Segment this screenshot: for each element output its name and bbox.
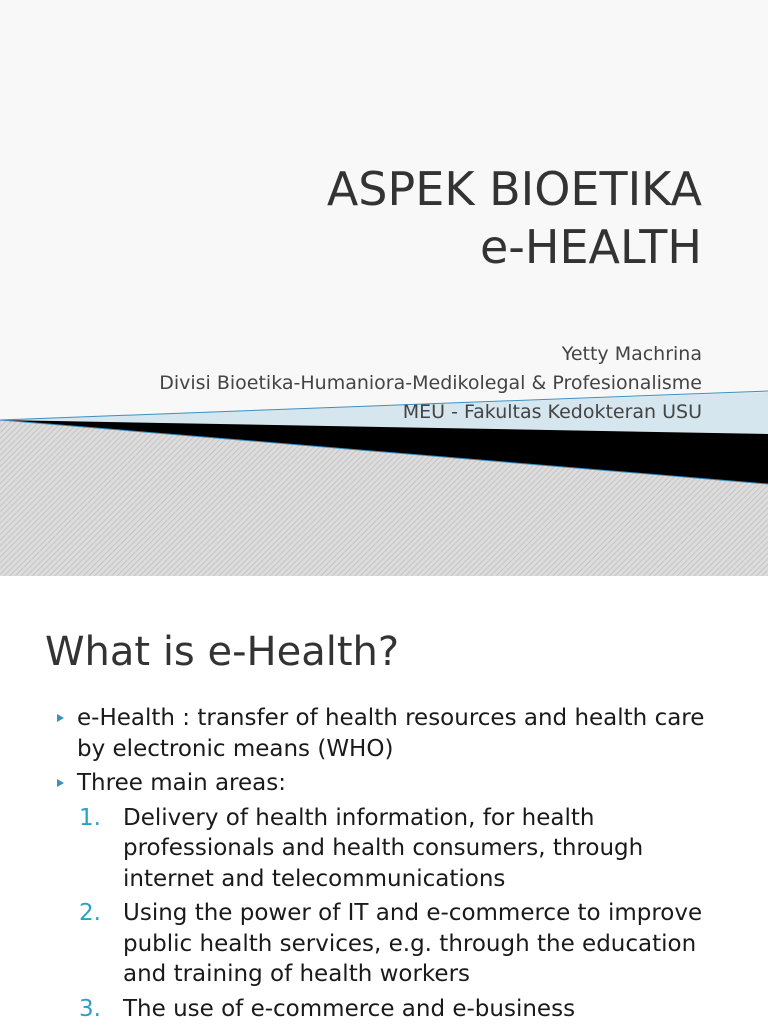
bullet-three-areas bbox=[0, 768, 768, 799]
list-number: 1. bbox=[79, 804, 101, 831]
title-line-2: e-HEALTH bbox=[479, 220, 702, 274]
list-number: 2. bbox=[79, 900, 101, 926]
list-item bbox=[0, 803, 768, 895]
bullet-definition bbox=[0, 703, 768, 764]
list-item-text: Using the power of IT and e-commerce to improve public health services, e.g. through the education and training of health workers bbox=[123, 900, 703, 987]
list-item bbox=[0, 994, 768, 1025]
faculty-name: MEU - Fakultas Kedokteran USU bbox=[402, 401, 702, 423]
division-name: Divisi Bioetika-Humaniora-Medikolegal & Profesionalisme bbox=[159, 372, 702, 394]
list-item-text: The use of e-commerce and e-business bbox=[123, 995, 576, 1022]
content-body bbox=[0, 703, 768, 1028]
list-item bbox=[0, 898, 768, 990]
definition-text: : transfer of health resources and health care by electronic means (WHO) bbox=[77, 705, 705, 762]
bullet-triangle-icon bbox=[57, 714, 64, 722]
content-slide-title: What is e-Health? bbox=[45, 629, 400, 675]
term-e-health: e-Health bbox=[77, 705, 175, 731]
three-areas-heading: Three main areas: bbox=[77, 770, 286, 796]
author-name: Yetty Machrina bbox=[561, 343, 702, 365]
list-number: 3. bbox=[79, 995, 101, 1022]
slide-title bbox=[327, 160, 702, 276]
list-item-text: Delivery of health information, for health professionals and health consumers, through internet and telecommunications bbox=[123, 804, 644, 892]
slide-subtitle bbox=[159, 340, 702, 427]
title-line-1: ASPEK BIOETIKA bbox=[326, 162, 702, 216]
bullet-triangle-icon bbox=[57, 779, 64, 787]
